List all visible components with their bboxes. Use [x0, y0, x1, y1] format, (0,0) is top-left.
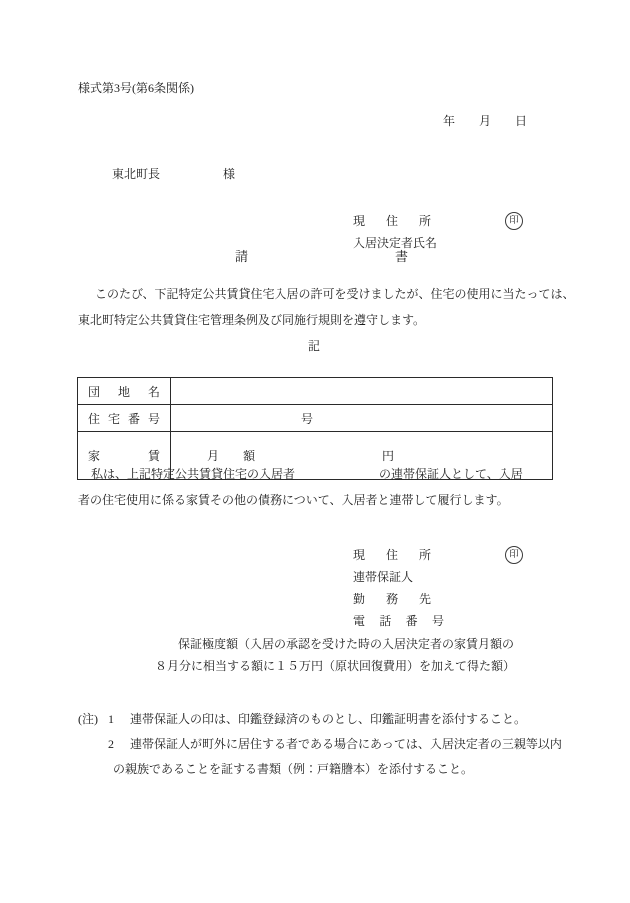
addressee-honorific: 様	[223, 167, 236, 181]
guarantee-limit-line2: ８月分に相当する額に１５万円（原状回復費用）を加えて得た額）	[155, 659, 516, 673]
applicant-seal-stamp-icon: 印	[505, 212, 523, 230]
guarantor-workplace-label: 勤務先	[353, 592, 431, 606]
guarantor-block	[335, 522, 519, 628]
row-value-house-number: 号	[171, 405, 553, 432]
applicant-address-label: 現住所	[353, 214, 431, 228]
pledge-paragraph-line2: 者の住宅使用に係る家賃その他の債務について、入居者と連帯して履行します。	[78, 492, 509, 507]
guarantor-address-label: 現住所	[353, 548, 431, 562]
applicant-name-line	[335, 210, 519, 250]
document-title: 請書	[235, 249, 408, 264]
note-text-1: 連帯保証人の印は、印鑑登録済のものとし、印鑑証明書を添付すること。	[130, 712, 527, 726]
rent-monthly-label: 月 額	[207, 449, 256, 463]
note-item-2	[78, 732, 562, 757]
rent-unit-yen: 円	[382, 449, 395, 463]
footnotes	[78, 707, 562, 782]
guarantor-address-line	[335, 522, 444, 562]
note-item-1	[78, 707, 562, 732]
addressee-name: 東北町長	[112, 167, 161, 181]
row-value-danchi	[171, 378, 553, 405]
guarantor-workplace-line	[335, 566, 444, 606]
guarantor-phone-label: 電話番号	[353, 614, 444, 628]
applicant-block	[335, 188, 519, 250]
addressee-line	[100, 150, 235, 197]
form-number: 様式第3号(第6条関係)	[78, 81, 194, 95]
note-number-2: 2	[108, 737, 114, 751]
guarantor-seal-stamp-icon: 印	[505, 546, 523, 564]
date-line: 年 月 日	[443, 114, 528, 128]
row-label-danchi: 団地名	[78, 378, 171, 405]
guarantor-phone-line	[335, 588, 444, 628]
pledge-paragraph	[78, 462, 523, 513]
ki-marker: 記	[307, 339, 322, 353]
note-text-2-line1: 連帯保証人が町外に居住する者である場合にあっては、入居決定者の三親等以内	[130, 737, 562, 751]
guarantor-name-label: 連帯保証人	[353, 570, 414, 584]
table-row-house-number	[78, 405, 553, 432]
table-row-danchi	[78, 378, 553, 405]
guarantee-limit-line1: 保証極度額（入居の承認を受けた時の入居決定者の家賃月額の	[178, 637, 515, 651]
intro-paragraph	[78, 282, 575, 333]
note-number-1: 1	[108, 712, 114, 726]
applicant-address-line	[335, 188, 437, 228]
intro-paragraph-line1: このたび、下記特定公共賃貸住宅入居の許可を受けましたが、住宅の使用に当たっては、	[95, 287, 575, 301]
applicant-name-label: 入居決定者氏名	[353, 236, 438, 250]
note-prefix: (注)	[78, 712, 98, 726]
row-label-house-number: 住宅番号	[78, 405, 171, 432]
guarantor-name-line	[335, 544, 519, 584]
note-prefix-spacer	[78, 732, 108, 757]
intro-paragraph-line2: 東北町特定公共賃貸住宅管理条例及び同施行規則を遵守します。	[78, 312, 426, 327]
note-text-2-line2: の親族であることを証する書類（例：戸籍謄本）を添付すること。	[113, 762, 474, 776]
pledge-paragraph-line1: 私は、上記特定公共賃貸住宅の入居者 の連帯保証人として、入居	[91, 467, 523, 481]
row-label-rent: 家賃	[78, 432, 171, 480]
